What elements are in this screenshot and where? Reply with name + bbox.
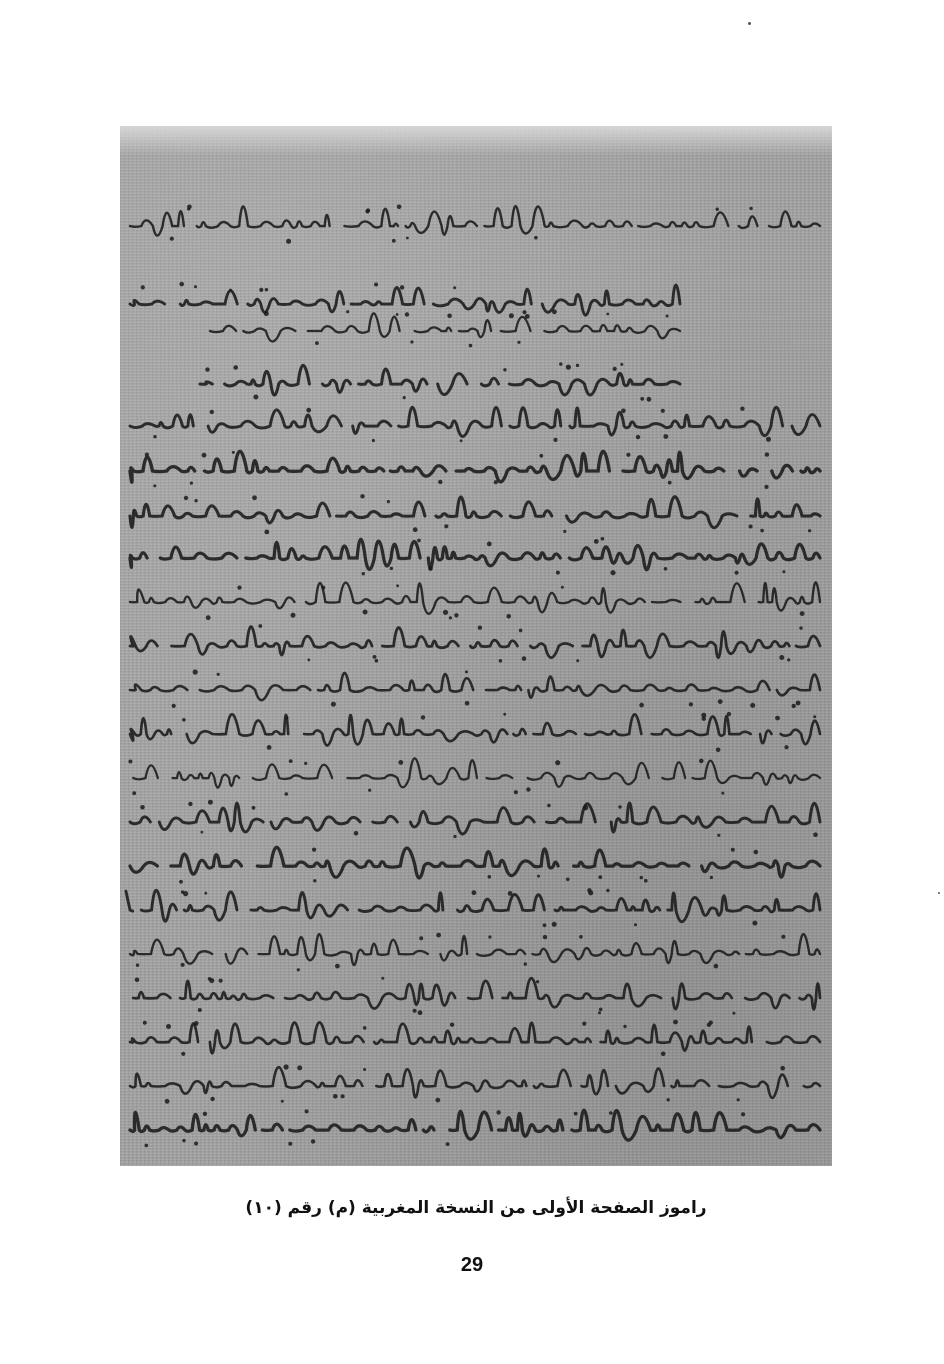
handwriting-dot — [210, 410, 214, 414]
handwriting-dot — [552, 922, 557, 927]
handwriting-dot — [661, 1052, 666, 1057]
handwriting-line — [130, 714, 820, 745]
handwriting-dot — [517, 341, 520, 344]
handwriting-dot — [286, 239, 291, 244]
handwriting-dot — [140, 805, 145, 810]
handwriting-dot — [447, 314, 452, 319]
handwriting-dot — [689, 702, 693, 706]
handwriting-dot — [559, 362, 562, 365]
handwriting-dot — [503, 368, 506, 371]
handwriting-dot — [450, 1023, 454, 1027]
handwriting-dot — [306, 408, 311, 413]
handwriting-line — [210, 313, 680, 341]
handwriting-dot — [721, 792, 724, 795]
handwriting-dot — [606, 889, 609, 892]
handwriting-dot — [775, 716, 780, 721]
handwriting-dot — [387, 500, 390, 503]
handwriting-dot — [620, 363, 623, 366]
handwriting-dot — [403, 396, 406, 399]
handwriting-dot — [661, 409, 665, 413]
handwriting-dot — [444, 524, 448, 528]
handwriting-dot — [396, 584, 399, 587]
handwriting-dot — [406, 237, 409, 240]
handwriting-dot — [488, 935, 491, 938]
handwriting-dot — [143, 1021, 147, 1025]
handwriting-dot — [508, 891, 513, 896]
handwriting-dot — [574, 1112, 578, 1116]
handwriting-dot — [132, 791, 136, 795]
handwriting-dot — [640, 876, 643, 879]
handwriting-dot — [799, 626, 802, 629]
handwriting-dot — [813, 715, 816, 718]
handwriting-dot — [494, 480, 498, 484]
handwriting-dot — [741, 1112, 745, 1116]
handwriting-dot — [732, 1012, 735, 1015]
handwriting-dot — [194, 285, 197, 288]
handwriting-dot — [555, 760, 560, 765]
handwriting-dot — [566, 878, 570, 882]
handwriting-dot — [526, 787, 530, 791]
handwriting-dot — [354, 831, 359, 836]
handwriting-dot — [341, 1094, 345, 1098]
handwriting-dot — [184, 496, 188, 500]
handwriting-dot — [360, 494, 364, 498]
handwriting-dot — [181, 890, 184, 893]
handwriting-dot — [392, 239, 396, 243]
handwriting-dot — [267, 745, 272, 750]
handwriting-dot — [449, 616, 452, 619]
handwriting-dot — [285, 792, 289, 796]
handwriting-dot — [179, 880, 183, 884]
handwriting-dot — [305, 1109, 309, 1113]
handwriting-dot — [304, 762, 307, 765]
handwriting-dot — [368, 789, 371, 792]
handwriting-dot — [598, 1011, 601, 1014]
handwriting-dot — [740, 407, 744, 411]
handwriting-dot — [808, 529, 811, 532]
handwriting-dot — [285, 716, 288, 719]
handwriting-dot — [714, 964, 719, 969]
handwriting-dot — [413, 1009, 417, 1013]
manuscript-handwriting — [120, 126, 832, 1166]
handwriting-dot — [374, 283, 378, 287]
handwriting-dot — [552, 309, 557, 314]
handwriting-dot — [524, 962, 527, 965]
handwriting-dot — [229, 289, 232, 292]
handwriting-dot — [397, 205, 402, 210]
handwriting-dot — [194, 499, 197, 502]
handwriting-dot — [639, 703, 644, 708]
handwriting-dot — [469, 344, 473, 348]
handwriting-dot — [640, 397, 644, 401]
handwriting-dot — [363, 1026, 367, 1030]
handwriting-dot — [190, 482, 193, 485]
handwriting-dot — [781, 935, 785, 939]
handwriting-dot — [443, 610, 448, 615]
handwriting-line — [130, 934, 820, 965]
handwriting-line — [123, 758, 820, 787]
speck-mark — [748, 22, 751, 25]
handwriting-dot — [252, 806, 256, 810]
handwriting-dot — [446, 1142, 450, 1146]
handwriting-dot — [796, 701, 801, 706]
handwriting-dot — [194, 1021, 199, 1026]
handwriting-dot — [553, 438, 557, 442]
handwriting-dot — [179, 282, 184, 287]
handwriting-dot — [438, 480, 442, 484]
page-number: 29 — [460, 1254, 484, 1276]
handwriting-dot — [599, 1008, 603, 1012]
handwriting-dot — [765, 452, 769, 456]
handwriting-dot — [136, 964, 139, 967]
handwriting-dot — [556, 571, 560, 575]
handwriting-dot — [232, 451, 235, 454]
handwriting-dot — [750, 703, 755, 708]
handwriting-dot — [503, 713, 506, 716]
handwriting-dot — [145, 453, 149, 457]
handwriting-dot — [307, 659, 310, 662]
handwriting-dot — [613, 367, 617, 371]
handwriting-line — [124, 978, 820, 1009]
handwriting-dot — [333, 1094, 338, 1099]
handwriting-dot — [288, 1142, 292, 1146]
handwriting-dot — [259, 288, 263, 292]
handwriting-dot — [201, 831, 204, 834]
handwriting-dot — [561, 586, 564, 589]
handwriting-dot — [601, 537, 605, 541]
handwriting-dot — [813, 832, 818, 837]
handwriting-dot — [400, 285, 404, 289]
handwriting-line — [121, 627, 820, 658]
handwriting-dot — [787, 658, 790, 661]
handwriting-dot — [606, 313, 609, 316]
handwriting-dot — [735, 571, 739, 575]
handwriting-dot — [312, 848, 316, 852]
handwriting-dot — [281, 1100, 284, 1103]
handwriting-dot — [219, 979, 223, 983]
handwriting-dot — [209, 978, 214, 983]
handwriting-dot — [187, 205, 192, 210]
handwriting-dot — [428, 566, 433, 571]
handwriting-dot — [582, 1022, 586, 1026]
handwriting-line — [121, 1022, 820, 1053]
handwriting-dot — [563, 530, 566, 533]
handwriting-dot — [413, 527, 418, 532]
handwriting-dot — [141, 285, 145, 289]
handwriting-dot — [417, 539, 421, 543]
handwriting-dot — [335, 964, 340, 969]
handwriting-dot — [153, 484, 156, 487]
handwriting-dot — [198, 1008, 202, 1012]
handwriting-dot — [204, 892, 207, 895]
handwriting-dot — [372, 439, 375, 442]
handwriting-dot — [297, 968, 300, 971]
handwriting-line — [120, 451, 820, 482]
handwriting-line — [120, 285, 680, 315]
handwriting-dot — [780, 1066, 785, 1071]
handwriting-dot — [362, 572, 365, 575]
handwriting-line — [130, 407, 820, 436]
handwriting-dot — [265, 288, 268, 291]
handwriting-dot — [488, 875, 492, 879]
handwriting-dot — [536, 980, 539, 983]
handwriting-dot — [579, 935, 583, 939]
manuscript-facsimile-image — [120, 126, 832, 1166]
handwriting-dot — [264, 311, 269, 316]
handwriting-dot — [621, 409, 626, 414]
handwriting-dot — [478, 626, 482, 630]
handwriting-dot — [145, 1144, 149, 1148]
handwriting-line — [130, 539, 820, 570]
handwriting-dot — [594, 539, 599, 544]
handwriting-dot — [375, 659, 379, 663]
handwriting-dot — [566, 365, 571, 370]
handwriting-dot — [587, 888, 591, 892]
handwriting-dot — [752, 921, 757, 926]
handwriting-line — [130, 582, 820, 613]
handwriting-line — [130, 673, 820, 700]
handwriting-dot — [576, 364, 579, 367]
handwriting-dot — [381, 977, 384, 980]
handwriting-dot — [754, 850, 759, 855]
handwriting-dot — [710, 876, 713, 879]
handwriting-dot — [193, 669, 198, 674]
handwriting-dot — [284, 1064, 289, 1069]
handwriting-dot — [496, 1110, 500, 1114]
handwriting-dot — [194, 1142, 198, 1146]
handwriting-dot — [576, 659, 579, 662]
handwriting-dot — [618, 805, 621, 808]
handwriting-dot — [623, 1025, 626, 1028]
handwriting-dot — [800, 611, 805, 616]
handwriting-dot — [419, 936, 423, 940]
handwriting-dot — [673, 1020, 678, 1025]
handwriting-dot — [410, 340, 413, 343]
speck-mark — [938, 892, 940, 894]
handwriting-dot — [792, 704, 796, 708]
handwriting-dot — [718, 699, 723, 704]
handwriting-dot — [707, 1023, 711, 1027]
handwriting-dot — [165, 1099, 170, 1104]
handwriting-dot — [537, 875, 540, 878]
handwriting-dot — [135, 978, 140, 983]
handwriting-dot — [252, 495, 257, 500]
handwriting-dot — [170, 237, 174, 241]
handwriting-dot — [506, 614, 511, 619]
handwriting-dot — [210, 1097, 214, 1101]
handwriting-dot — [297, 1065, 302, 1070]
handwriting-dot — [188, 802, 192, 806]
handwriting-dot — [453, 286, 456, 289]
handwriting-dot — [233, 365, 238, 370]
handwriting-dot — [647, 397, 652, 402]
handwriting-dot — [264, 530, 269, 535]
handwriting-dot — [731, 848, 735, 852]
handwriting-dot — [534, 236, 538, 240]
handwriting-dot — [436, 933, 441, 938]
handwriting-dot — [128, 760, 132, 764]
handwriting-dot — [663, 434, 668, 439]
handwriting-dot — [514, 790, 518, 794]
handwriting-dot — [237, 586, 241, 590]
handwriting-dot — [363, 610, 368, 615]
handwriting-dot — [487, 542, 492, 547]
handwriting-dot — [313, 879, 316, 882]
handwriting-dot — [539, 454, 543, 458]
handwriting-line — [130, 497, 820, 528]
handwriting-dot — [543, 923, 547, 927]
handwriting-dot — [390, 567, 393, 570]
handwriting-dot — [749, 207, 752, 210]
handwriting-dot — [782, 570, 785, 573]
handwriting-line — [130, 803, 820, 834]
handwriting-dot — [699, 759, 704, 764]
handwriting-line — [130, 847, 820, 878]
handwriting-dot — [636, 435, 640, 439]
handwriting-dot — [206, 615, 211, 620]
handwriting-dot — [331, 702, 336, 707]
handwriting-dot — [766, 437, 771, 442]
handwriting-dot — [208, 800, 213, 805]
handwriting-dot — [522, 310, 526, 314]
handwriting-dot — [668, 481, 672, 485]
handwriting-dot — [363, 1068, 366, 1071]
handwriting-dot — [205, 367, 209, 371]
handwriting-line — [130, 1067, 820, 1098]
handwriting-dot — [453, 835, 456, 838]
handwriting-dot — [499, 659, 503, 663]
handwriting-dot — [346, 310, 349, 313]
handwriting-dot — [418, 1010, 423, 1015]
handwriting-dot — [166, 1024, 171, 1029]
handwriting-line — [200, 365, 680, 395]
handwriting-dot — [644, 879, 648, 883]
handwriting-dot — [291, 613, 296, 618]
handwriting-dot — [182, 1139, 185, 1142]
handwriting-dot — [217, 673, 220, 676]
handwriting-dot — [202, 453, 207, 458]
handwriting-dot — [717, 834, 720, 837]
handwriting-dot — [181, 963, 185, 967]
handwriting-dot — [716, 208, 719, 211]
handwriting-dot — [454, 613, 458, 617]
handwriting-dot — [784, 745, 788, 749]
handwriting-dot — [522, 656, 527, 661]
handwriting-dot — [435, 1098, 440, 1103]
handwriting-dot — [405, 312, 409, 316]
handwriting-dot — [421, 715, 425, 719]
handwriting-dot — [373, 655, 377, 659]
handwriting-dot — [583, 805, 588, 810]
handwriting-dot — [398, 760, 403, 765]
handwriting-dot — [181, 1052, 185, 1056]
handwriting-dot — [598, 875, 602, 879]
handwriting-dot — [311, 1139, 315, 1143]
handwriting-dot — [465, 670, 468, 673]
handwriting-dot — [258, 624, 262, 628]
handwriting-dot — [289, 759, 293, 763]
handwriting-dot — [666, 315, 669, 318]
handwriting-dot — [701, 713, 706, 718]
handwriting-dot — [764, 485, 768, 489]
handwriting-dot — [547, 804, 551, 808]
handwriting-dot — [626, 453, 630, 457]
handwriting-dot — [737, 1098, 740, 1101]
handwriting-dot — [460, 439, 463, 442]
handwriting-dot — [253, 395, 258, 400]
handwriting-dot — [664, 567, 668, 571]
figure-caption: راموز الصفحة الأولى من النسخة المغربية (م) رقم (١٠) — [245, 1198, 707, 1218]
handwriting-dot — [366, 208, 370, 212]
handwriting-dot — [396, 313, 399, 316]
handwriting-dot — [465, 701, 470, 706]
handwriting-dot — [779, 655, 784, 660]
handwriting-dot — [727, 712, 731, 716]
handwriting-dot — [667, 1098, 670, 1101]
handwriting-dot — [519, 629, 523, 633]
handwriting-dot — [472, 890, 477, 895]
handwriting-dot — [716, 748, 721, 753]
handwriting-dot — [172, 704, 176, 708]
handwriting-dot — [182, 718, 186, 722]
handwriting-dot — [543, 935, 547, 939]
handwriting-dot — [609, 1111, 613, 1115]
handwriting-dot — [634, 923, 637, 926]
handwriting-dot — [749, 525, 753, 529]
handwriting-dot — [153, 435, 156, 438]
handwriting-dot — [509, 313, 514, 318]
handwriting-dot — [610, 570, 615, 575]
handwriting-dot — [321, 586, 325, 590]
handwriting-line — [130, 1110, 820, 1140]
handwriting-dot — [203, 1112, 207, 1116]
handwriting-dot — [315, 341, 319, 345]
handwriting-dot — [760, 529, 764, 533]
